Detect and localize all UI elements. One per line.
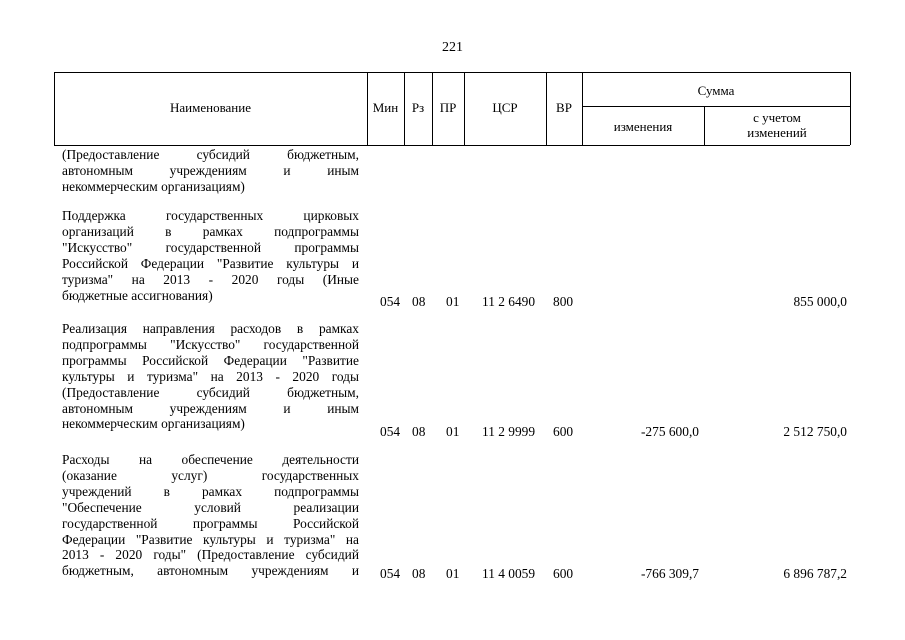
row-name [62, 147, 359, 195]
header-vr: ВР [556, 100, 572, 115]
row-name-line: Расходы на обеспечение деятельности [62, 452, 359, 467]
header-name: Наименование [170, 100, 251, 115]
cell-min: 054 [380, 294, 401, 309]
sum-divider [582, 106, 850, 107]
row-name-line: программы Российской Федерации "Развитие [62, 352, 359, 368]
cell-min: 054 [380, 566, 401, 581]
cell-rz: 08 [412, 566, 426, 581]
header-total [704, 110, 850, 140]
row-name-line: некоммерческим организациям) [62, 416, 245, 432]
header-min: Мин [372, 100, 399, 115]
row-name-line: "Искусство" государственной программы [62, 239, 359, 255]
row-name-line: "Обеспечение условий реализации [62, 499, 359, 515]
row-name-line: государственной программы Российской [62, 515, 359, 531]
row-name [62, 321, 359, 432]
row-name-line: бюджетным, автономным учреждениям и [62, 563, 359, 579]
row-name [62, 452, 359, 579]
cell-total: 6 896 787,2 [783, 566, 847, 581]
cell-pr: 01 [446, 294, 460, 309]
cell-vr: 600 [553, 566, 574, 581]
cell-total: 855 000,0 [793, 294, 847, 309]
cell-csr: 11 2 6490 [482, 294, 536, 309]
header-border-right [850, 72, 851, 145]
row-name-line: туризма" на 2013 - 2020 годы (Иные [62, 271, 359, 287]
cell-total: 2 512 750,0 [783, 424, 847, 439]
header-total-line1: с учетом [753, 110, 801, 125]
cell-min: 054 [380, 424, 401, 439]
row-name-line: 2013 - 2020 годы" (Предоставление субсидий [62, 547, 359, 563]
page-number: 221 [442, 40, 463, 55]
cell-rz: 08 [412, 294, 426, 309]
row-name-line: автономным учреждениям и иным [62, 400, 359, 416]
row-name-line: культуры и туризма" на 2013 - 2020 годы [62, 368, 359, 384]
header-change: изменения [613, 119, 673, 134]
cell-csr: 11 4 0059 [482, 566, 536, 581]
cell-pr: 01 [446, 424, 460, 439]
row-name-line: подпрограммы "Искусство" государственной [62, 336, 359, 352]
header-rz: Рз [411, 100, 425, 115]
row-name-line: автономным учреждениям и иным [62, 162, 359, 178]
cell-change: -766 309,7 [640, 566, 699, 581]
row-name-line: Реализация направления расходов в рамках [62, 321, 359, 336]
cell-vr: 800 [553, 294, 574, 309]
row-name-line: некоммерческим организациям) [62, 178, 245, 194]
row-name-line: учреждений в рамках подпрограммы [62, 483, 359, 499]
cell-vr: 600 [553, 424, 574, 439]
table-header [54, 72, 850, 145]
row-name-line: Российской Федерации "Развитие культуры и [62, 255, 359, 271]
cell-rz: 08 [412, 424, 426, 439]
row-name-line: (Предоставление субсидий бюджетным, [62, 147, 359, 162]
row-name [62, 208, 359, 303]
row-name-line: (Предоставление субсидий бюджетным, [62, 384, 359, 400]
header-sum: Сумма [697, 83, 735, 98]
header-csr: ЦСР [492, 100, 518, 115]
cell-csr: 11 2 9999 [482, 424, 536, 439]
row-name-line: Федерации "Развитие культуры и туризма" на [62, 531, 359, 547]
header-pr: ПР [439, 100, 457, 115]
row-name-line: организаций в рамках подпрограммы [62, 223, 359, 239]
cell-change: -275 600,0 [640, 424, 699, 439]
header-bottom-border [54, 145, 850, 146]
header-top-border [54, 72, 850, 73]
header-total-line2: изменений [747, 125, 807, 140]
row-name-line: бюджетные ассигнования) [62, 287, 213, 303]
row-name-line: Поддержка государственных цирковых [62, 208, 359, 223]
cell-pr: 01 [446, 566, 460, 581]
row-name-line: (оказание услуг) государственных [62, 467, 359, 483]
